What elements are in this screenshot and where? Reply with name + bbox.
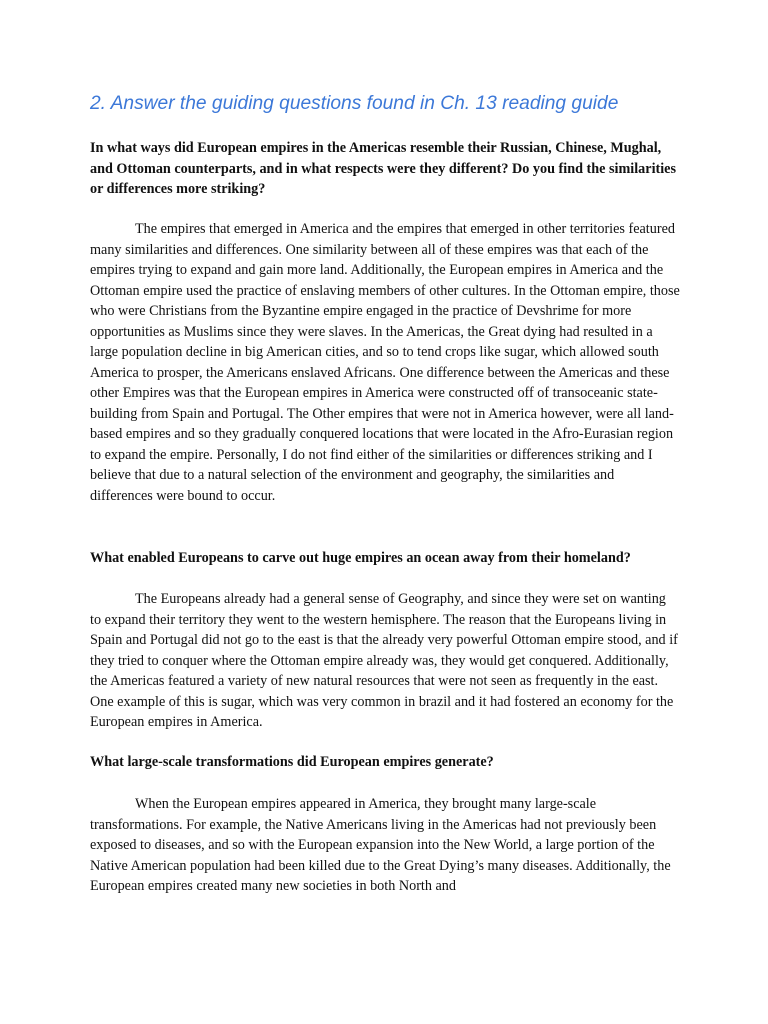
document-heading: 2. Answer the guiding questions found in Ch. 13 reading guide — [90, 93, 619, 114]
question-3: What large-scale transformations did European empires generate? — [90, 754, 494, 770]
answer-3: When the European empires appeared in America, they brought many large-scale transformations. For example, the Native Americans living in the Americas had not previously been exposed to diseases, and so with the European expansion into the New World, a large portion of the Native American population had been killed due to the Great Dying’s many diseases. Additionally, the European empires created many new societies in both North and — [90, 796, 671, 894]
answer-1: The empires that emerged in America and the empires that emerged in other territories featured many similarities and differences. One similarity between all of these empires was that each of the empires trying to expand and gain more land. Additionally, the European empires in America and the Ottoman empire used the practice of enslaving members of other cultures. In the Ottoman empire, those who were Christians from the Byzantine empire engaged in the practice of Devshrime for more opportunities as Muslims since they were slaves. In the Americas, the Great dying had resulted in a large population decline in big American cities, and so to tend crops like sugar, which allowed south America to prosper, the Americans enslaved Africans. One difference between the Americas and these other Empires was that the European empires in America were constructed off of transoceanic state-building from Spain and Portugal. The Other empires that were not in America however, were all land-based empires and so they gradually conquered locations that were located in the Afro-Eurasian region to expand the empire. Personally, I do not find either of the similarities or differences striking and I believe that due to a natural selection of the environment and geography, the similarities and differences were bound to occur. — [90, 221, 680, 504]
answer-2: The Europeans already had a general sense of Geography, and since they were set on wanting to expand their territory they went to the western hemisphere. The reason that the Europeans living in Spain and Portugal did not go to the east is that the already very powerful Ottoman empire stood, and if they tried to conquer where the Ottoman empire already was, they would get conquered. Additionally, the Americas featured a variety of new natural resources that were not seen as frequently in the east. One example of this is sugar, which was very common in brazil and it had fostered an economy for the European empires in America. — [90, 591, 678, 730]
question-1: In what ways did European empires in the Americas resemble their Russian, Chinese, Mughal, and Ottoman counterparts, and in what respects were they different? Do you find the similarities or differences more striking? — [90, 140, 676, 197]
question-2: What enabled Europeans to carve out huge empires an ocean away from their homeland? — [90, 550, 631, 566]
